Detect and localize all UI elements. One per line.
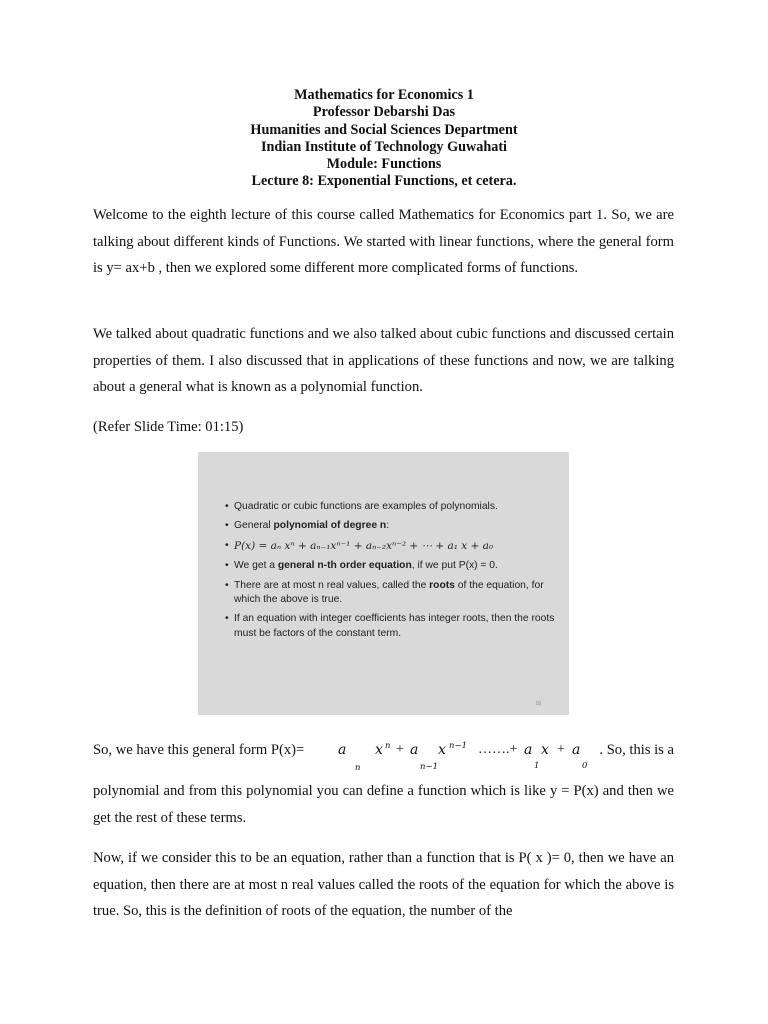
slide-bullet: • General polynomial of degree n: [225, 519, 555, 533]
slide-bullet-formula: • P(x) = aₙ xⁿ + aₙ₋₁xⁿ⁻¹ + aₙ₋₂xⁿ⁻² + ⋯ + a₁ x + a₀ [225, 539, 555, 554]
refer-slide-time: (Refer Slide Time: 01:15) [93, 419, 244, 435]
slide-bullet: • Quadratic or cubic functions are examples of polynomials. [225, 500, 555, 514]
slide-bullet-list [225, 500, 555, 646]
slide-bullet: • There are at most n real values, called the roots of the equation, for which the above is true. [225, 579, 555, 608]
polynomial-formula: a n x n + a n−1 x n−1 …….+ a 1 x + a 0 [338, 741, 588, 773]
department-name: Humanities and Social Sciences Department [250, 121, 518, 138]
lecture-title: Lecture 8: Exponential Functions, et cetera. [251, 173, 517, 190]
paragraph-quadratic: We talked about quadratic functions and we also talked about cubic functions and discussed certain properties of them. I also discussed that in applications of these functions and now, we are talking about a general what is known as a polynomial function. [93, 326, 674, 395]
slide-number: 18 [535, 701, 541, 707]
professor-name: Professor Debarshi Das [312, 104, 456, 121]
document-header [0, 87, 768, 191]
lecture-slide [198, 452, 569, 715]
slide-bullet: • If an equation with integer coefficients has integer roots, then the roots must be factors of the constant term. [225, 612, 555, 641]
paragraph-intro: Welcome to the eighth lecture of this course called Mathematics for Economics part 1. So, we are talking about different kinds of Functions. We started with linear functions, where the general form is y= ax+b , then we explored some different more complicated forms of functions. [93, 207, 674, 276]
course-title: Mathematics for Economics 1 [294, 87, 474, 103]
module-name: Module: Functions [326, 156, 442, 173]
paragraph-general-form: So, we have this general form P(x)= a n x n + a n−1 x n−1 …….+ a 1 x + a 0 . So, this is a [93, 733, 674, 763]
paragraph-polynomial-function: polynomial and from this polynomial you can define a function which is like y = P(x) and then we get the rest of these terms. [93, 783, 674, 826]
institute-name: Indian Institute of Technology Guwahati [261, 138, 507, 155]
paragraph-roots: Now, if we consider this to be an equation, rather than a function that is P( x )= 0, then we have an equation, then there are at most n real values called the roots of the equation for which the above is true. So, this is the definition of roots of the equation, the number of the [93, 850, 674, 919]
slide-bullet: • We get a general n-th order equation, if we put P(x) = 0. [225, 559, 555, 573]
